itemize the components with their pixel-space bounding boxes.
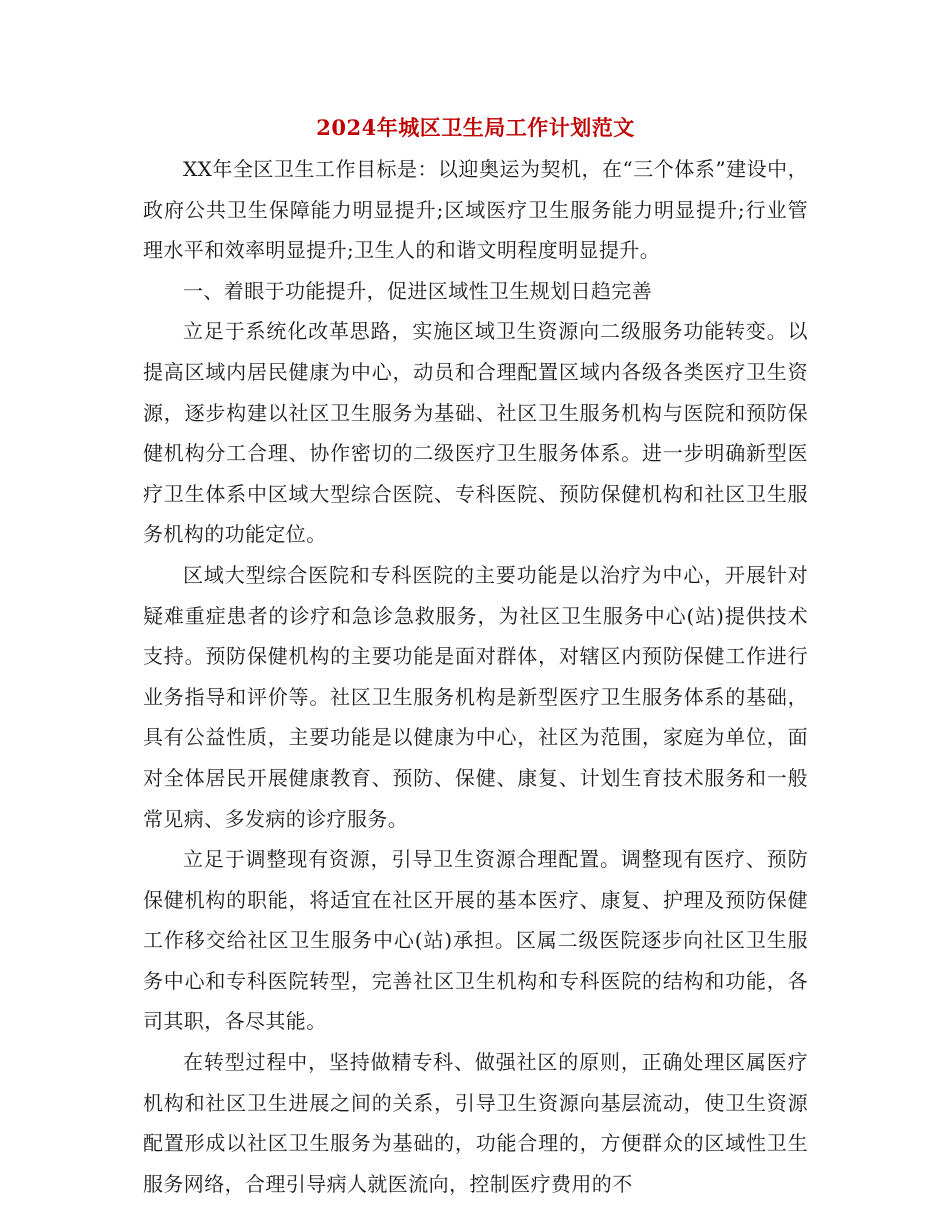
body-paragraph-resource-adjustment: 立足于调整现有资源，引导卫生资源合理配置。调整现有医疗、预防保健机构的职能，将适宜在社区开展的基本医疗、康复、护理及预防保健工作移交给社区卫生服务中心(站)承担。区属二级医院逐步向社区卫生服务中心和专科医院转型，完善社区卫生机构和专科医院的结构和功能，各司其职，各尽其能。 — [143, 847, 808, 1034]
document-title: 2024年城区卫生局工作计划范文 — [316, 115, 635, 140]
body-paragraph-transition: 在转型过程中，坚持做精专科、做强社区的原则，正确处理区属医疗机构和社区卫生进展之间的关系，引导卫生资源向基层流动，使卫生资源配置形成以社区卫生服务为基础的，功能合理的，方便群众的区域性卫生服务网络，合理引导病人就医流向，控制医疗费用的不 — [143, 1050, 808, 1196]
document-page — [143, 108, 808, 1204]
body-paragraph-system-reform: 立足于系统化改革思路，实施区域卫生资源向二级服务功能转变。以提高区域内居民健康为中心，动员和合理配置区域内各级各类医疗卫生资源，逐步构建以社区卫生服务为基础、社区卫生服务机构与医院和预防保健机构分工合理、协作密切的二级医疗卫生服务体系。进一步明确新型医疗卫生体系中区域大型综合医院、专科医院、预防保健机构和社区卫生服务机构的功能定位。 — [143, 319, 808, 547]
body-paragraph-goals: XX年全区卫生工作目标是：以迎奥运为契机，在“三个体系”建设中，政府公共卫生保障能力明显提升;区域医疗卫生服务能力明显提升;行业管理水平和效率明显提升;卫生人的和谐文明程度明显提升。 — [143, 157, 808, 263]
section-heading-1: 一、着眼于功能提升，促进区域性卫生规划日趋完善 — [183, 278, 653, 303]
body-paragraph-hospital-functions: 区域大型综合医院和专科医院的主要功能是以治疗为中心，开展针对疑难重症患者的诊疗和急诊急救服务，为社区卫生服务中心(站)提供技术支持。预防保健机构的主要功能是面对群体，对辖区内预防保健工作进行业务指导和评价等。社区卫生服务机构是新型医疗卫生服务体系的基础，具有公益性质，主要功能是以健康为中心，社区为范围，家庭为单位，面对全体居民开展健康教育、预防、保健、康复、计划生育技术服务和一般常见病、多发病的诊疗服务。 — [143, 562, 808, 831]
